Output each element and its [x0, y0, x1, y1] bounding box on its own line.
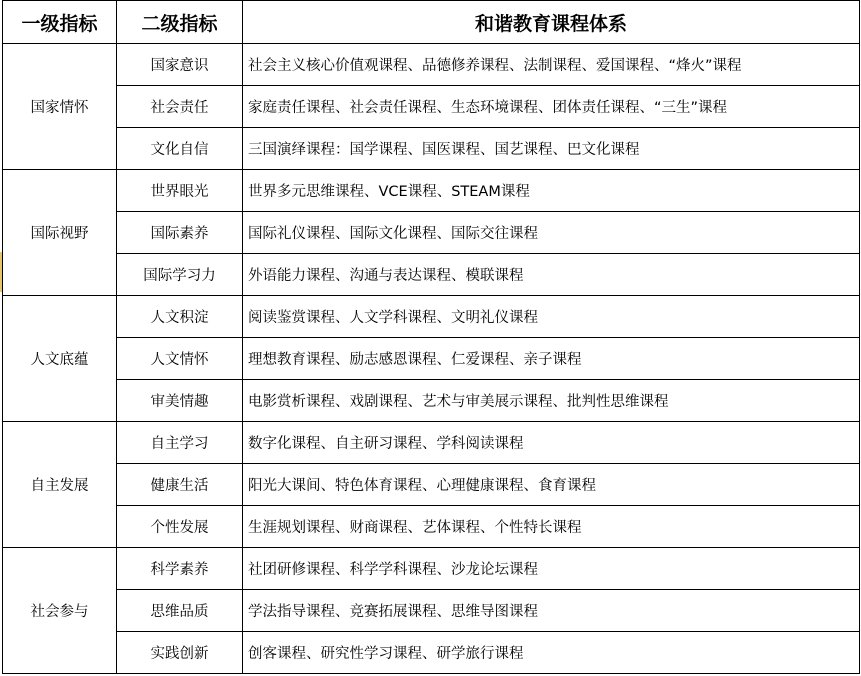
- level2-cell[interactable]: 世界眼光: [117, 170, 243, 212]
- table-row: [3, 380, 860, 422]
- table-row: [3, 254, 860, 296]
- table-row: [3, 506, 860, 548]
- level2-cell[interactable]: 国家意识: [117, 44, 243, 86]
- level2-cell[interactable]: 实践创新: [117, 632, 243, 674]
- course-cell[interactable]: 社会主义核心价值观课程、品德修养课程、法制课程、爱国课程、“烽火”课程: [243, 44, 860, 86]
- header-course-system[interactable]: 和谐教育课程体系: [243, 1, 860, 44]
- course-cell[interactable]: 社团研修课程、科学学科课程、沙龙论坛课程: [243, 548, 860, 590]
- level2-cell[interactable]: 人文情怀: [117, 338, 243, 380]
- table-row: [3, 632, 860, 674]
- table-row: [3, 44, 860, 86]
- course-cell[interactable]: 三国演绎课程：国学课程、国医课程、国艺课程、巴文化课程: [243, 128, 860, 170]
- header-row: [3, 1, 860, 44]
- course-cell[interactable]: 外语能力课程、沟通与表达课程、模联课程: [243, 254, 860, 296]
- course-cell[interactable]: 学法指导课程、竞赛拓展课程、思维导图课程: [243, 590, 860, 632]
- course-cell[interactable]: 世界多元思维课程、VCE课程、STEAM课程: [243, 170, 860, 212]
- course-system-table-sheet: [2, 0, 859, 674]
- course-cell[interactable]: 数字化课程、自主研习课程、学科阅读课程: [243, 422, 860, 464]
- course-cell[interactable]: 阳光大课间、特色体育课程、心理健康课程、食育课程: [243, 464, 860, 506]
- level2-cell[interactable]: 社会责任: [117, 86, 243, 128]
- course-cell[interactable]: 电影赏析课程、戏剧课程、艺术与审美展示课程、批判性思维课程: [243, 380, 860, 422]
- level1-cell[interactable]: 国际视野: [3, 170, 117, 296]
- course-cell[interactable]: 创客课程、研究性学习课程、研学旅行课程: [243, 632, 860, 674]
- course-cell[interactable]: 国际礼仪课程、国际文化课程、国际交往课程: [243, 212, 860, 254]
- level2-cell[interactable]: 个性发展: [117, 506, 243, 548]
- table-row: [3, 338, 860, 380]
- course-cell[interactable]: 阅读鉴赏课程、人文学科课程、文明礼仪课程: [243, 296, 860, 338]
- table-row: [3, 128, 860, 170]
- level2-cell[interactable]: 国际素养: [117, 212, 243, 254]
- level1-cell[interactable]: 国家情怀: [3, 44, 117, 170]
- level1-cell[interactable]: 自主发展: [3, 422, 117, 548]
- level2-cell[interactable]: 文化自信: [117, 128, 243, 170]
- table-row: [3, 212, 860, 254]
- level1-cell[interactable]: 人文底蕴: [3, 296, 117, 422]
- table-row: [3, 422, 860, 464]
- level2-cell[interactable]: 国际学习力: [117, 254, 243, 296]
- level2-cell[interactable]: 健康生活: [117, 464, 243, 506]
- course-system-table: [2, 0, 860, 674]
- course-cell[interactable]: 生涯规划课程、财商课程、艺体课程、个性特长课程: [243, 506, 860, 548]
- course-cell[interactable]: 家庭责任课程、社会责任课程、生态环境课程、团体责任课程、“三生”课程: [243, 86, 860, 128]
- header-level1[interactable]: 一级指标: [3, 1, 117, 44]
- table-row: [3, 296, 860, 338]
- level2-cell[interactable]: 人文积淀: [117, 296, 243, 338]
- course-cell[interactable]: 理想教育课程、励志感恩课程、仁爱课程、亲子课程: [243, 338, 860, 380]
- table-row: [3, 86, 860, 128]
- level2-cell[interactable]: 思维品质: [117, 590, 243, 632]
- table-row: [3, 548, 860, 590]
- table-row: [3, 170, 860, 212]
- table-row: [3, 464, 860, 506]
- level2-cell[interactable]: 自主学习: [117, 422, 243, 464]
- table-row: [3, 590, 860, 632]
- level2-cell[interactable]: 审美情趣: [117, 380, 243, 422]
- header-level2[interactable]: 二级指标: [117, 1, 243, 44]
- level2-cell[interactable]: 科学素养: [117, 548, 243, 590]
- level1-cell[interactable]: 社会参与: [3, 548, 117, 674]
